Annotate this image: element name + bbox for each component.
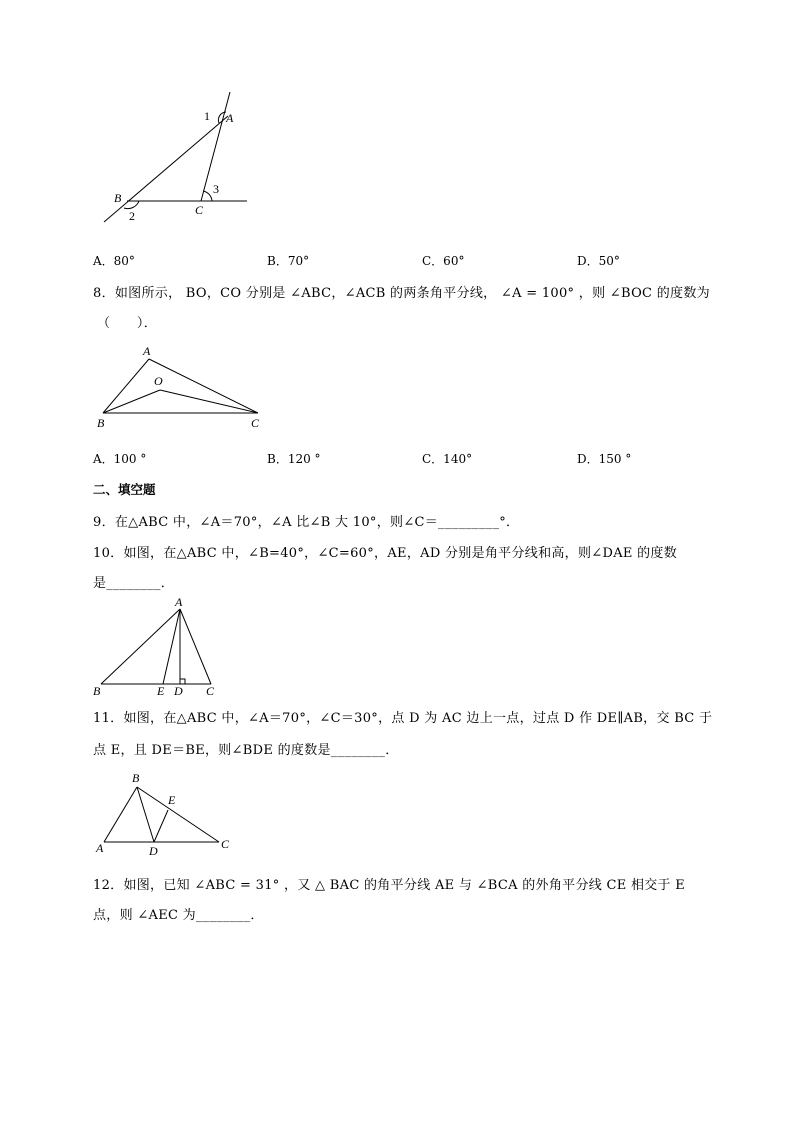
line-bd bbox=[137, 787, 154, 842]
label-a: A bbox=[96, 841, 104, 855]
q12-text-line2: 点，则 ∠AEC 为________． bbox=[93, 908, 264, 923]
q11-text-line2: 点 E，且 DE＝BE，则∠BDE 的度数是________． bbox=[93, 743, 399, 758]
label-d: D bbox=[149, 844, 158, 858]
label-o: O bbox=[154, 374, 163, 388]
label-c: C bbox=[195, 203, 204, 217]
q11-text-line1: 11．如图，在△ABC 中，∠A＝70°，∠C＝30°，点 D 为 AC 边上一点，过点 D 作 DE∥AB，交 BC 于 bbox=[93, 711, 713, 726]
label-c: C bbox=[221, 837, 230, 851]
label-angle-1: 1 bbox=[204, 109, 210, 123]
label-e: E bbox=[157, 684, 165, 698]
q7-option-b: B．70° bbox=[267, 254, 310, 268]
q8-text-line2: （ ）． bbox=[97, 316, 158, 331]
q12-text-line1: 12．如图，已知 ∠ABC = 31° ，又 △ BAC 的角平分线 AE 与 ∠BCA 的外角平分线 CE 相交于 E bbox=[93, 878, 686, 893]
label-angle-3: 3 bbox=[213, 182, 219, 196]
label-b: B bbox=[97, 416, 105, 430]
label-c: C bbox=[206, 684, 215, 698]
label-angle-2: 2 bbox=[129, 209, 135, 223]
label-a: A bbox=[175, 595, 183, 609]
label-b: B bbox=[93, 684, 101, 698]
label-a: A bbox=[143, 344, 151, 358]
q7-option-d: D．50° bbox=[577, 254, 620, 268]
q9-text: 9．在△ABC 中，∠A＝70°，∠A 比∠B 大 10°，则∠C＝_________°． bbox=[93, 515, 520, 530]
q8-option-c: C．140° bbox=[422, 452, 473, 466]
q8-option-a: A．100 ° bbox=[93, 452, 147, 466]
label-e: E bbox=[168, 793, 176, 807]
q7-option-a: A．80° bbox=[93, 254, 135, 268]
line-bc bbox=[137, 787, 219, 842]
q10-text-line2: 是________． bbox=[93, 576, 174, 591]
label-a: A bbox=[226, 111, 234, 125]
line-de bbox=[154, 810, 168, 842]
section-title-fill-in: 二、填空题 bbox=[93, 482, 156, 497]
line-ab bbox=[104, 787, 137, 842]
q8-option-b: B．120 ° bbox=[267, 452, 321, 466]
label-d: D bbox=[174, 684, 183, 698]
q8-text-line1: 8．如图所示， BO，CO 分别是 ∠ABC，∠ACB 的两条角平分线， ∠A = 100° ，则 ∠BOC 的度数为 bbox=[93, 286, 710, 301]
q8-option-d: D．150 ° bbox=[577, 452, 632, 466]
label-b: B bbox=[132, 771, 140, 785]
label-b: B bbox=[114, 191, 122, 205]
q7-option-c: C．60° bbox=[422, 254, 465, 268]
q10-text-line1: 10．如图，在△ABC 中，∠B=40°，∠C=60°，AE，AD 分别是角平分线和高，则∠DAE 的度数 bbox=[93, 546, 678, 561]
label-c: C bbox=[251, 416, 260, 430]
